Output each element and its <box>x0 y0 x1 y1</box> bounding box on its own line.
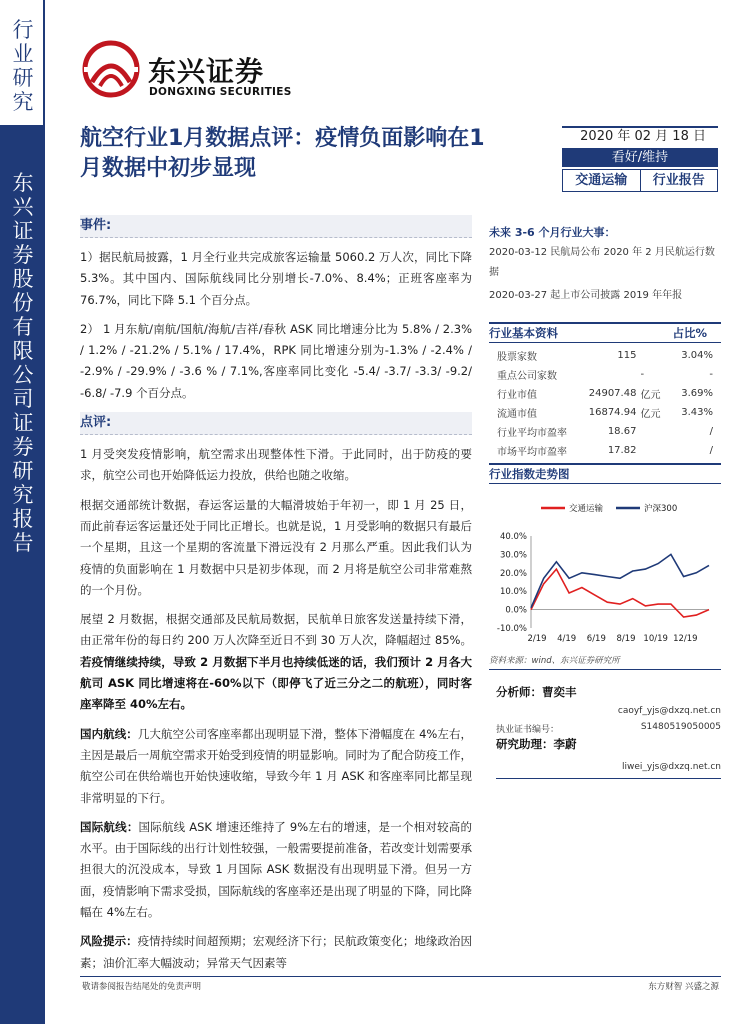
comment-body <box>80 444 472 974</box>
basic-info-label: 股票家数 <box>497 352 537 363</box>
y-tick-label: 20.0% <box>499 568 527 579</box>
x-tick-label: 2/19 <box>527 634 547 644</box>
basic-info-unit: 亿元 <box>640 409 661 420</box>
footer-disclaimer: 敬请参阅报告结尾处的免责声明 <box>82 982 202 992</box>
basic-info-row <box>489 365 721 384</box>
share-header: 占比% <box>672 326 707 340</box>
basic-info-pct: 3.69% <box>681 388 713 399</box>
basic-info-row <box>489 422 721 441</box>
basic-info-unit: 亿元 <box>640 390 661 401</box>
basic-info-pct: - <box>709 369 713 380</box>
event-paragraph-2: 2） 1 月东航/南航/国航/海航/吉祥/春秋 ASK 同比增速分比为 5.8% / 2.3% / 1.2% / -21.2% / 5.1% / 17.4%，RPK 同比增速分别为-1.3% / -2.4% / -2.9% / -29.9% / -3.6 % / 7.1%,客座率同比变化 -5.4/ -3.7/ -3.3/ -9.2/ -6.8/ -7.9 个百分点。 <box>80 321 472 400</box>
basic-info-label: 行业市值 <box>497 390 537 401</box>
basic-info-unit <box>636 346 669 365</box>
analyst-name: 分析师：曹奕丰 <box>496 685 577 699</box>
upcoming-item: 2020-03-27 起上市公司披露 2019 年年报 <box>489 290 683 301</box>
sidebar-category: 行业研究 <box>12 18 34 114</box>
legend-label: 沪深300 <box>644 504 678 514</box>
x-tick-label: 6/19 <box>586 634 606 644</box>
dongxing-logo-icon <box>82 40 140 98</box>
basic-info-label: 行业平均市盈率 <box>497 428 567 439</box>
legend-label: 交通运输 <box>569 504 604 514</box>
p3-normal: 展望 2 月数据，根据交通部及民航局数据，民航单日旅客发送量持续下滑，由正常年份的每日约 200 万人次降至近日不到 30 万人次，降幅超过 85%。 <box>80 612 472 648</box>
y-tick-label: 10.0% <box>499 587 527 598</box>
license-label: 执业证书编号： <box>496 725 560 735</box>
basic-info-value: 18.67 <box>607 426 637 437</box>
license-row <box>496 722 721 734</box>
events-body <box>80 247 472 404</box>
analyst-section <box>496 684 721 779</box>
y-tick-label: 40.0% <box>499 532 527 542</box>
basic-info-value: 17.82 <box>607 445 637 456</box>
intl-label: 国际航线： <box>80 819 139 834</box>
basic-info-value: 24907.48 <box>588 388 637 399</box>
x-tick-label: 4/19 <box>557 634 577 644</box>
basic-info-header <box>489 322 721 343</box>
intl-paragraph <box>80 817 472 923</box>
series-line <box>531 554 709 607</box>
side-column <box>489 224 721 306</box>
basic-info-pct: 3.43% <box>681 407 713 418</box>
basic-info-value <box>577 365 637 384</box>
risk-paragraph <box>80 931 472 974</box>
logo-text-cn: 东兴证券 <box>148 55 265 88</box>
logo-text-en: DONGXING SECURITIES <box>149 86 292 98</box>
basic-info-value: 16874.94 <box>588 407 637 418</box>
upcoming-heading: 未来 3-6 个月行业大事： <box>489 226 616 239</box>
basic-info-label: 流通市值 <box>497 409 537 420</box>
rating-badge: 看好/维持 <box>562 148 718 167</box>
tag-industry: 交通运输 <box>563 170 641 191</box>
assistant-email[interactable]: liwei_yjs@dxzq.net.cn <box>621 762 721 772</box>
main-column <box>80 215 472 982</box>
basic-info-label: 市场平均市盈率 <box>497 447 567 458</box>
basic-info-value: 115 <box>617 350 637 361</box>
basic-info-unit: - <box>640 369 645 380</box>
analyst-divider <box>496 778 721 779</box>
basic-info-unit <box>636 422 669 441</box>
y-tick-label: -10.0% <box>496 624 527 634</box>
sidebar-bottom <box>0 125 45 1024</box>
p3-bold: 若疫情继续持续，导致 2 月数据下半月也持续低迷的话，我们预计 2 月各大航司 ASK 同比增速将在-60%以下（即停飞了近三分之二的航班），同时客座率降至 40%左右。 <box>80 654 472 712</box>
intl-text: 国际航线 ASK 增速还维持了 9%左右的增速，是一个相对较高的水平。由于国际线的出行计划性较强，一般需要提前准备，若改变计划需要承担很大的沉没成本，导致 1 月国际 ASK 数据没有出现明显下滑。但另一方面，疫情影响下需求受损，国际航线的客座率还是出现了明显的下降，同比降幅在 4%左右。 <box>80 819 472 920</box>
x-tick-label: 12/19 <box>673 634 698 644</box>
comment-heading: 点评: <box>80 412 472 435</box>
upcoming-item: 2020-03-12 民航局公布 2020 年 2 月民航运行数据 <box>489 247 715 278</box>
x-tick-label: 8/19 <box>616 634 636 644</box>
basic-info-section <box>489 322 721 460</box>
basic-info-pct: / <box>709 445 713 456</box>
basic-info-label: 重点公司家数 <box>497 371 557 382</box>
report-title: 航空行业1月数据点评：疫情负面影响在1月数据中初步显现 <box>80 126 485 181</box>
domestic-paragraph <box>80 724 472 809</box>
index-chart-section <box>489 463 721 670</box>
comment-paragraph-3 <box>80 609 472 715</box>
basic-info-row <box>489 441 721 460</box>
basic-info-row <box>489 384 721 403</box>
report-date: 2020 年 02 月 18 日 <box>562 126 718 146</box>
risk-label: 风险提示： <box>80 934 138 949</box>
events-heading: 事件: <box>80 215 472 238</box>
basic-info-row <box>489 346 721 365</box>
tag-type: 行业报告 <box>652 173 705 188</box>
footer-slogan: 东方财智 兴盛之源 <box>648 982 719 992</box>
basic-info-row <box>489 403 721 422</box>
comment-paragraph-2: 根据交通部统计数据，春运客运量的大幅滑坡始于年初一，即 1 月 25 日，而此前春运客运量还处于同比正增长。也就是说，1 月受影响的数据只有最后一个星期，且这一个星期的客流量下滑远没有 2 月那么严重。因此我们认为疫情的负面影响在 1 月数据中只是初步体现，而 2 月将是航空公司非常难熬的一个月份。 <box>80 497 472 597</box>
chart-source: 资料来源：wind、东兴证券研究所 <box>489 654 721 670</box>
analyst-email[interactable]: caoyf_yjs@dxzq.net.cn <box>617 706 721 716</box>
tags-row <box>562 169 718 192</box>
index-trend-chart <box>489 488 721 648</box>
footer-rule <box>80 976 721 977</box>
sidebar-company: 东兴证券股份有限公司证券研究报告 <box>12 171 34 555</box>
basic-info-pct: / <box>709 426 713 437</box>
license-number: S1480519050005 <box>640 722 721 732</box>
basic-info-title: 行业基本资料 <box>489 326 558 340</box>
basic-info-pct: 3.04% <box>681 350 713 361</box>
date-rating-box <box>562 126 718 192</box>
assistant-name: 研究助理：李蔚 <box>496 737 577 751</box>
domestic-text: 几大航空公司客座率都出现明显下滑，整体下滑幅度在 4%左右，主因是最后一周航空需求开始受到疫情的明显影响。同时为了配合防疫工作，航空公司在供给端也开始快速收缩，导致今年 1 月 ASK 和客座率同比都呈现非常明显的下行。 <box>80 726 473 805</box>
basic-info-table <box>489 346 721 460</box>
y-tick-label: 0.0% <box>505 605 527 616</box>
y-tick-label: 30.0% <box>499 550 527 561</box>
x-tick-label: 10/19 <box>643 634 668 644</box>
event-paragraph-1: 1）据民航局披露，1 月全行业共完成旅客运输量 5060.2 万人次，同比下降 5.3%。其中国内、国际航线同比分别增长-7.0%、8.4%；正班客座率为 76.7%，同比下降 5.1 个百分点。 <box>80 250 472 307</box>
comment-paragraph-1: 1 月受突发疫情影响，航空需求出现整体性下滑。于此同时，出于防疫的要求，航空公司也开始降低运力投放，供给也随之收缩。 <box>80 447 472 483</box>
basic-info-unit <box>636 441 669 460</box>
risk-text: 疫情持续时间超预期；宏观经济下行；民航政策变化；地缘政治因素；油价汇率大幅波动；异常天气因素等 <box>80 934 473 970</box>
chart-heading: 行业指数走势图 <box>489 463 721 484</box>
domestic-label: 国内航线： <box>80 726 138 741</box>
sidebar-top <box>0 0 45 125</box>
